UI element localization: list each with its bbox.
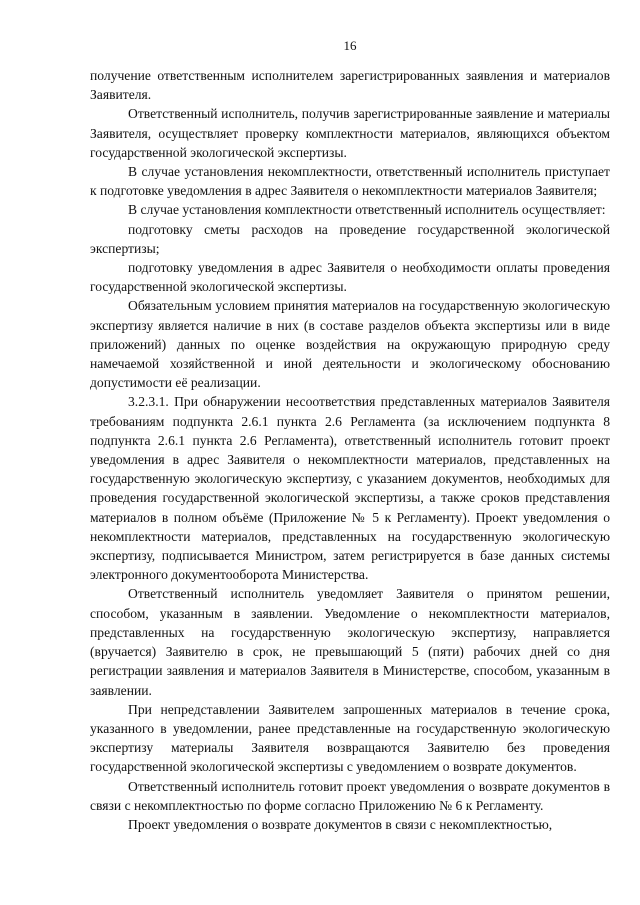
paragraph-continuation: получение ответственным исполнителем зарегистрированных заявления и материалов Заявителя. bbox=[90, 68, 610, 103]
paragraph: Ответственный исполнитель, получив зарегистрированные заявление и материалы Заявителя, осуществляет проверку комплектности материалов, являющихся объектом государственной экологической экспертизы. bbox=[90, 106, 610, 160]
paragraph: Проект уведомления о возврате документов в связи с некомплектностью, bbox=[128, 816, 553, 832]
paragraph: При непредставлении Заявителем запрошенных материалов в течение срока, указанного в уведомлении, ранее представленные на государственную экологическую экспертизу материалы Заявителя возвращаются Заявителю без проведения государственной экологической экспертизы с уведомлением о возврате документов. bbox=[90, 701, 610, 775]
paragraph-section-3-2-3-1: 3.2.3.1. При обнаружении несоответствия представленных материалов Заявителя требованиям подпункта 2.6.1 пункта 2.6 Регламента (за исключением подпункта 8 подпункта 2.6.1 пункта 2.6 Регламента), ответственный исполнитель готовит проект уведомления в адрес Заявителя о некомплектности материалов, представленных на государственную экологическую экспертизу, с указанием документов, необходимых для проведения государственной экологической экспертизы, а также сроков представления материалов в полном объёме (Приложение № 5 к Регламенту). Проект уведомления о некомплектности материалов, представленных на государственную экологическую экспертизу, подписывается Министром, затем регистрируется в базе данных системы электронного документооборота Министерства. bbox=[90, 394, 610, 583]
paragraph: В случае установления комплектности ответственный исполнитель осуществляет: bbox=[128, 202, 606, 218]
paragraph: Ответственный исполнитель готовит проект уведомления о возврате документов в связи с некомплектностью по форме согласно Приложению № 6 к Регламенту. bbox=[90, 778, 610, 813]
paragraph: Ответственный исполнитель уведомляет Заявителя о принятом решении, способом, указанным в заявлении. Уведомление о некомплектности материалов, представленных на государственную экологическую экспертизу, направляется (вручается) Заявителю в срок, не превышающий 5 (пяти) рабочих дней со дня регистрации заявления и материалов Заявителя в Министерстве, способом, указанным в заявлении. bbox=[90, 586, 610, 698]
paragraph: подготовку уведомления в адрес Заявителя о необходимости оплаты проведения государственной экологической экспертизы. bbox=[90, 260, 610, 295]
paragraph: В случае установления некомплектности, ответственный исполнитель приступает к подготовке уведомления в адрес Заявителя о некомплектности материалов Заявителя; bbox=[90, 164, 610, 199]
paragraph: подготовку сметы расходов на проведение государственной экологической экспертизы; bbox=[90, 221, 610, 256]
paragraph: Обязательным условием принятия материалов на государственную экологическую экспертизу является наличие в них (в составе разделов объекта экспертизы или в виде приложений) данных по оценке воздействия на окружающую природную среду намечаемой хозяйственной и иной деятельности и экологическому обоснованию допустимости её реализации. bbox=[90, 298, 610, 391]
page-number: 16 bbox=[343, 38, 357, 53]
